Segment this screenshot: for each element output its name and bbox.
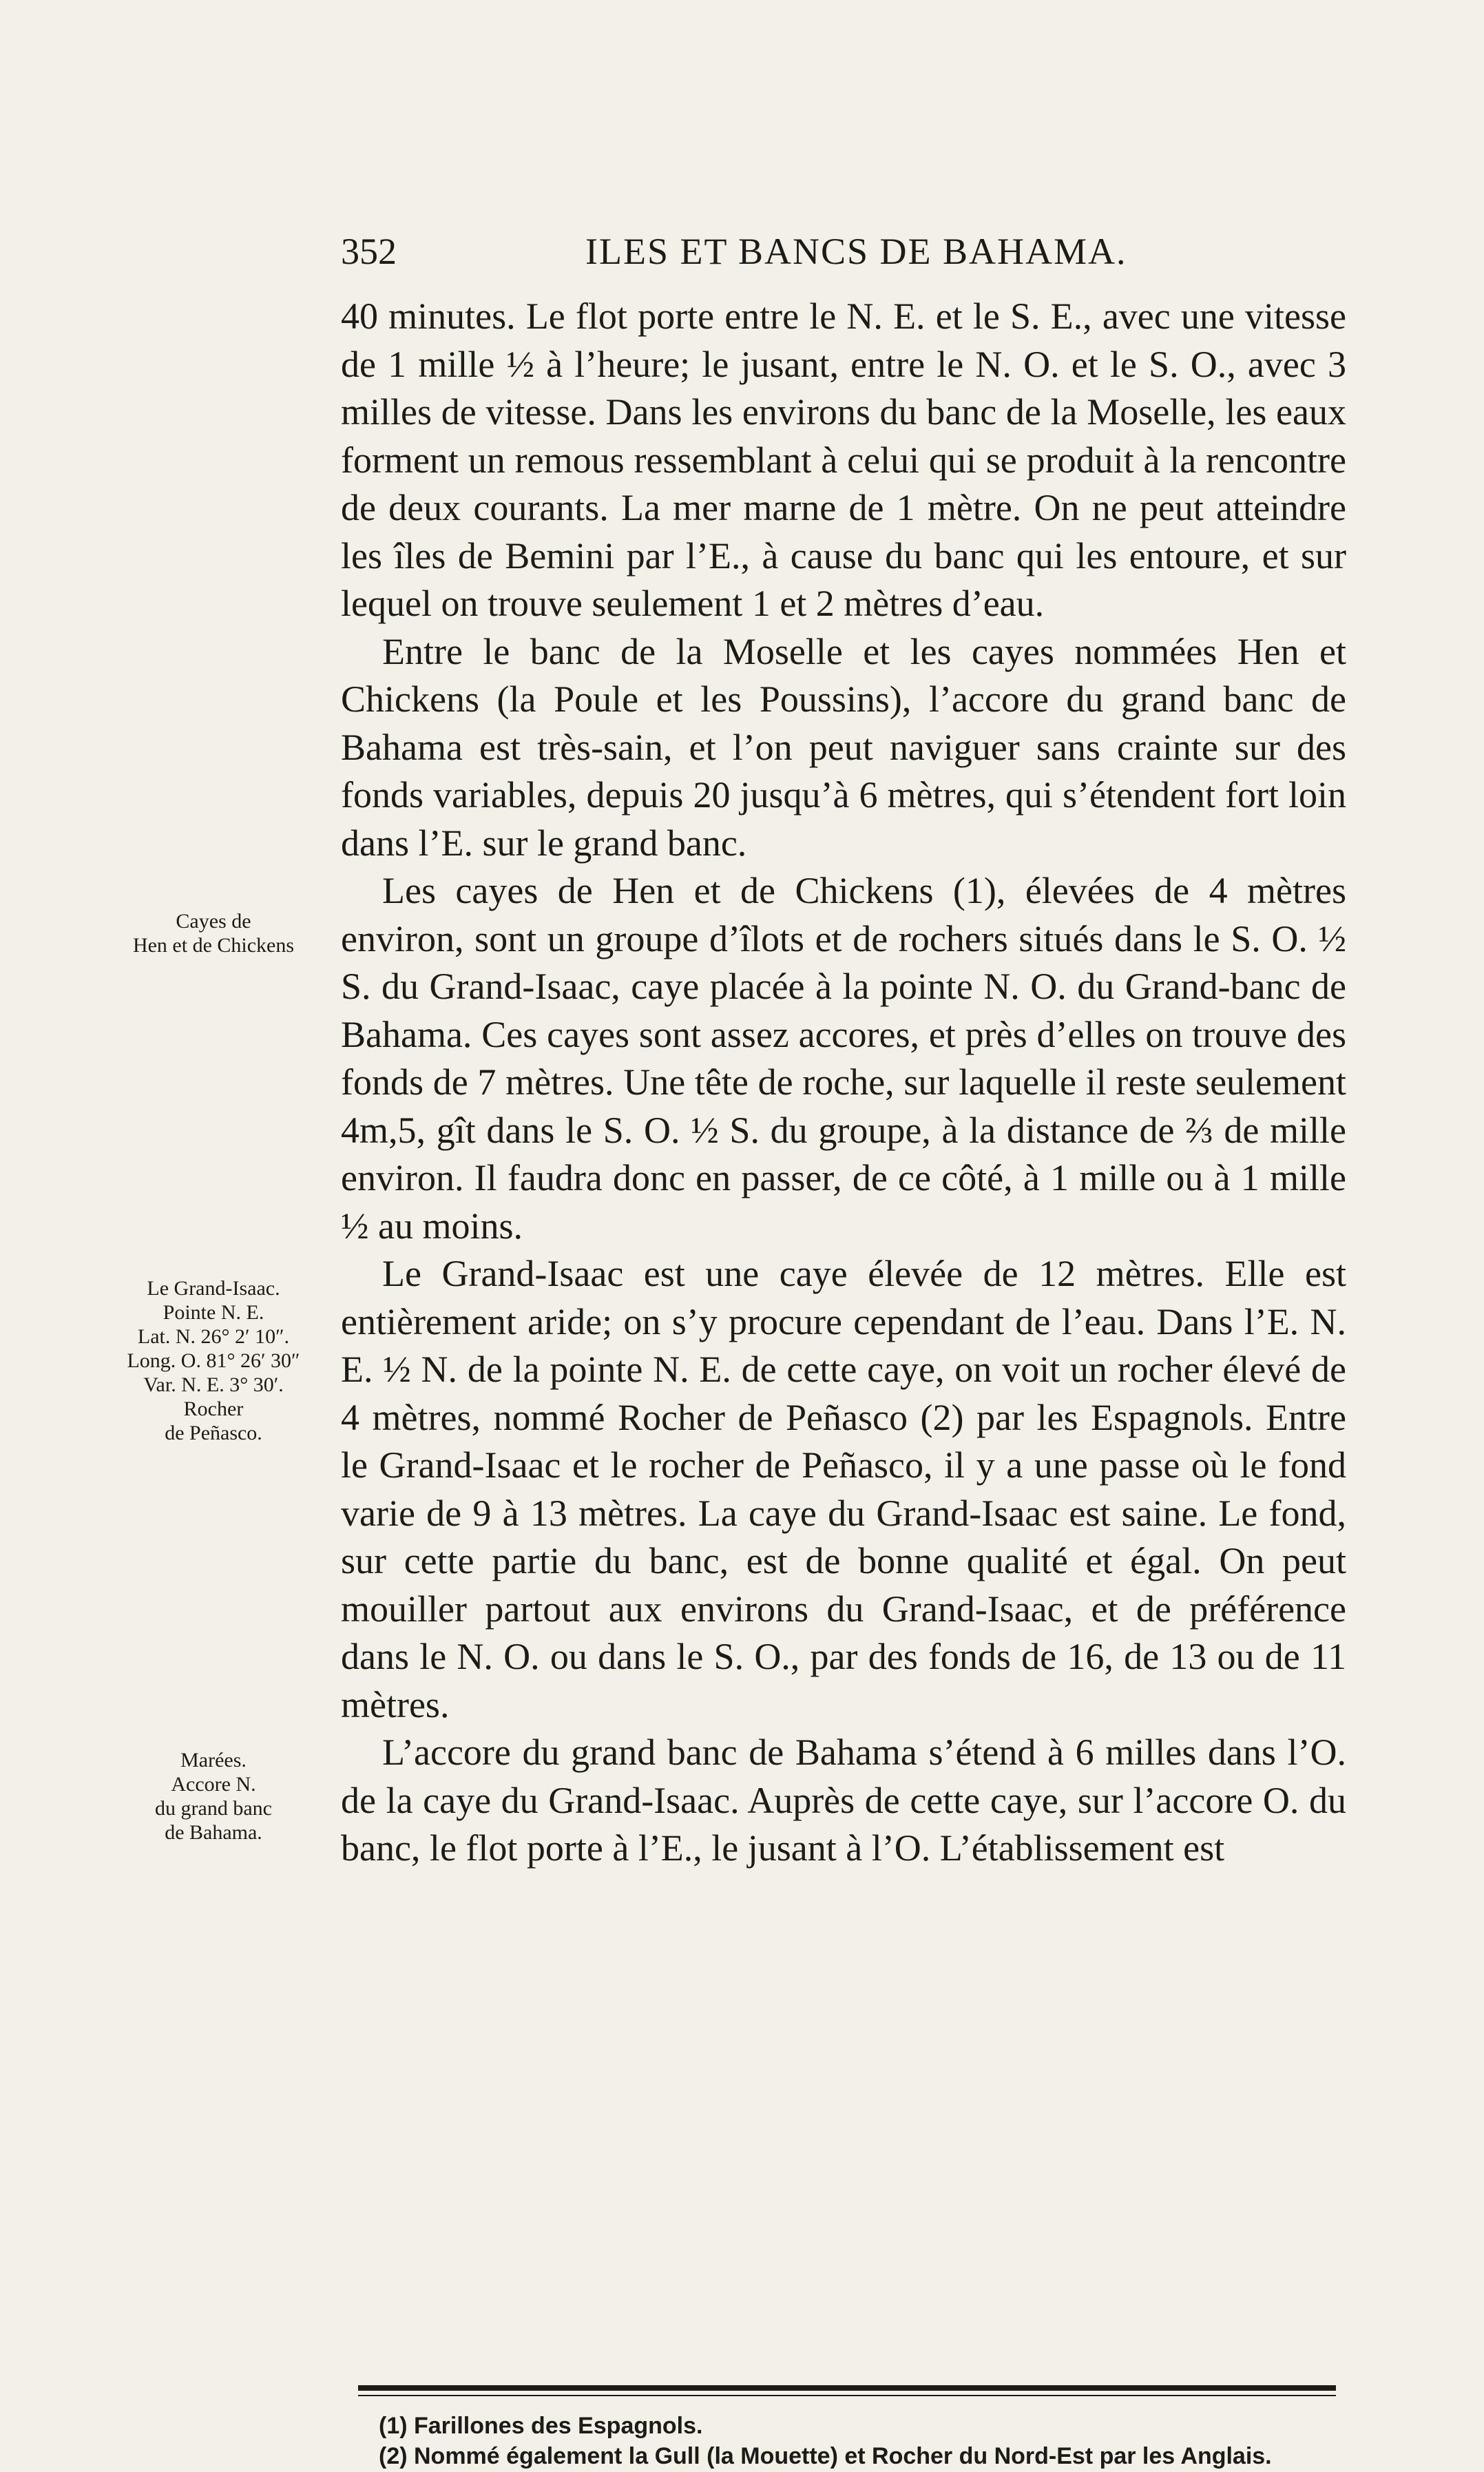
- page-number: 352: [341, 231, 397, 272]
- footnotes: [365, 2411, 1343, 2471]
- margin-note-line: Cayes de: [176, 910, 251, 933]
- margin-note-grand-isaac: [110, 1276, 317, 1445]
- margin-note-line: de Bahama.: [165, 1821, 262, 1844]
- margin-note-line: Rocher: [183, 1398, 244, 1420]
- margin-note-cayes: [110, 909, 317, 957]
- paragraph-3: Les cayes de Hen et de Chickens (1), élevées de 4 mètres environ, sont un groupe d’îlots et de rochers situés dans le S. O. ½ S. du Grand-Isaac, caye placée à la pointe N. O. du Grand-banc de Bahama. Ces cayes sont assez accores, et près d’elles on trouve des fonds de 7 mètres. Une tête de roche, sur laquelle il reste seulement 4m,5, gît dans le S. O. ½ S. du groupe, à la distance de ⅔ de mille environ. Il faudra donc en passer, de ce côté, à 1 mille ou à 1 mille ½ au moins.: [341, 870, 1346, 1247]
- margin-note-line: Accore N.: [171, 1773, 256, 1796]
- running-title: ILES ET BANCS DE BAHAMA.: [585, 231, 1127, 272]
- footnote-1: (1) Farillones des Espagnols.: [379, 2413, 703, 2439]
- margin-note-line: Var. N. E. 3° 30′.: [143, 1373, 284, 1396]
- footnote-2: (2) Nommé également la Gull (la Mouette) et Rocher du Nord-Est par les Anglais.: [379, 2443, 1272, 2469]
- paragraph-1: 40 minutes. Le flot porte entre le N. E. et le S. E., avec une vitesse de 1 mille ½ à l’heure; le jusant, entre le N. O. et le S. O., avec 3 milles de vitesse. Dans les environs du banc de la Moselle, les eaux forment un remous ressemblant à celui qui se produit à la rencontre de deux courants. La mer marne de 1 mètre. On ne peut atteindre les îles de Bemini par l’E., à cause du banc qui les entoure, et sur lequel on trouve seulement 1 et 2 mètres d’eau.: [341, 295, 1346, 624]
- margin-note-marees: [110, 1748, 317, 1845]
- margin-note-line: Le Grand-Isaac.: [147, 1277, 280, 1300]
- margin-note-line: du grand banc: [155, 1797, 272, 1820]
- margin-note-line: Lat. N. 26° 2′ 10″.: [137, 1325, 290, 1348]
- margin-note-line: Marées.: [180, 1749, 247, 1772]
- paragraph-5: L’accore du grand banc de Bahama s’étend à 6 milles dans l’O. de la caye du Grand-Isaac. Auprès de cette caye, sur l’accore O. du banc, le flot porte à l’E., le jusant à l’O. L’établissement est: [341, 1732, 1346, 1869]
- paragraph-2: Entre le banc de la Moselle et les cayes nommées Hen et Chickens (la Poule et les Poussins), l’accore du grand banc de Bahama est très-sain, et l’on peut naviguer sans crainte sur des fonds variables, depuis 20 jusqu’à 6 mètres, qui s’étendent fort loin dans l’E. sur le grand banc.: [341, 630, 1346, 864]
- margin-note-line: Long. O. 81° 26′ 30″: [127, 1349, 300, 1372]
- paragraph-4: Le Grand-Isaac est une caye élevée de 12 mètres. Elle est entièrement aride; on s’y procure cependant de l’eau. Dans l’E. N. E. ½ N. de la pointe N. E. de cette caye, on voit un rocher élevé de 4 mètres, nommé Rocher de Peñasco (2) par les Espagnols. Entre le Grand-Isaac et le rocher de Peñasco, il y a une passe où le fond varie de 9 à 13 mètres. La caye du Grand-Isaac est saine. Le fond, sur cette partie du banc, est de bonne qualité et égal. On peut mouiller partout aux environs du Grand-Isaac, et de préférence dans le N. O. ou dans le S. O., par des fonds de 16, de 13 ou de 11 mètres.: [341, 1253, 1346, 1725]
- margin-note-line: Hen et de Chickens: [132, 934, 295, 957]
- margin-note-line: Pointe N. E.: [163, 1301, 264, 1324]
- footnote-divider: [358, 2385, 1336, 2391]
- main-text: [341, 293, 1346, 1873]
- margin-note-line: de Peñasco.: [165, 1422, 262, 1444]
- running-head: [341, 224, 1346, 279]
